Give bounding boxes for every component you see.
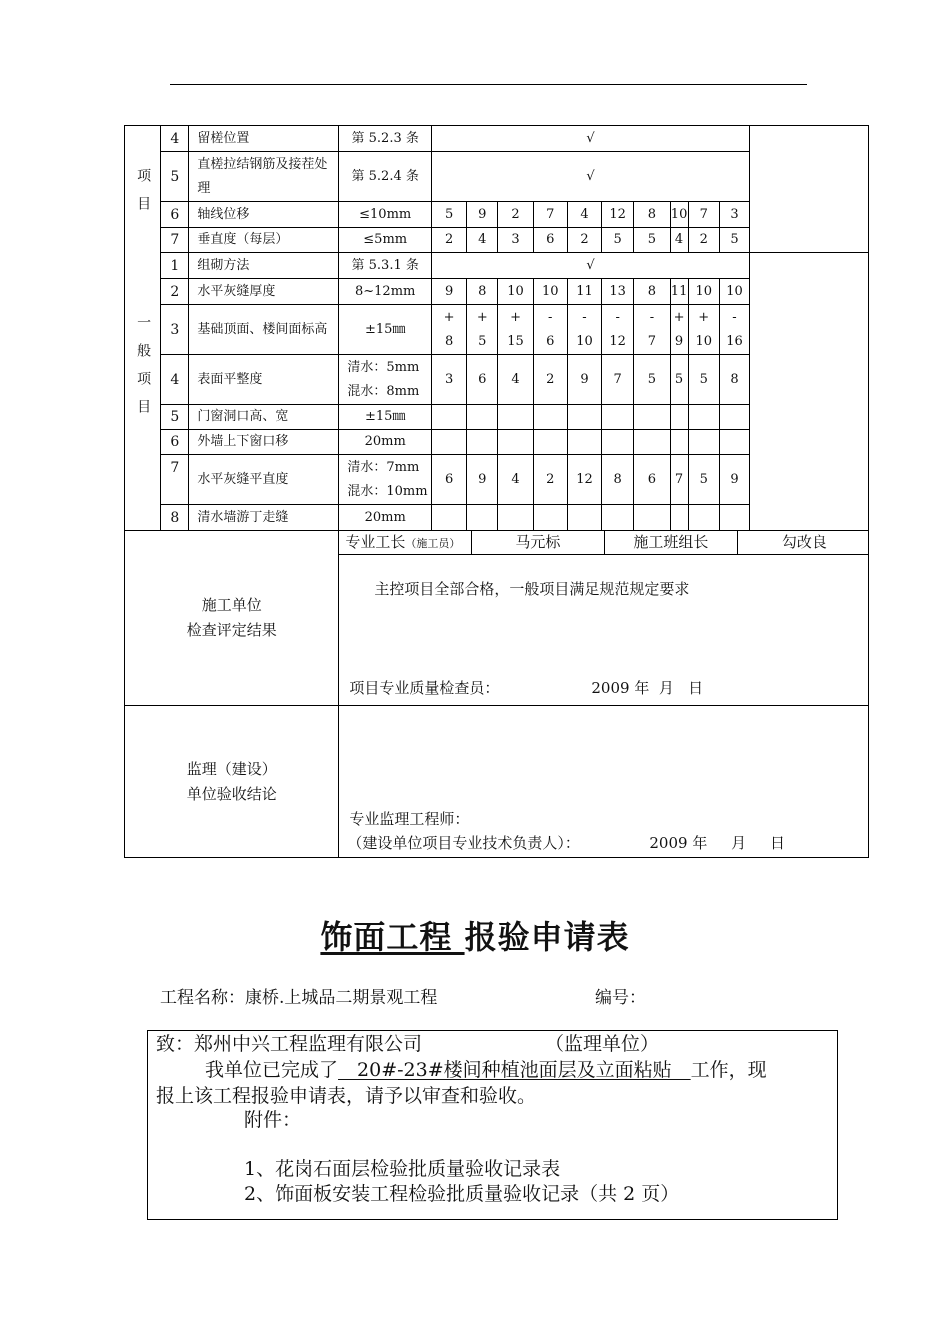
application-box [147,1030,838,1220]
measure-value: - 10 [567,305,601,355]
measure-value: 8 [602,455,634,505]
measure-value [602,405,634,430]
measure-value: 10 [533,279,567,305]
measure-value: 5 [688,455,719,505]
supervision-section [125,706,869,858]
item-standard: 清水：7mm 混水：10mm [339,455,432,505]
item-name: 组砌方法 [189,253,339,279]
attachment-item: 2、饰面板安装工程检验批质量验收记录（共 2 页） [244,1183,680,1205]
measure-value [634,405,670,430]
item-standard: 第 5.2.4 条 [339,152,432,202]
engineer-label: 专业监理工程师： [349,810,470,828]
measure-value [602,505,634,531]
measure-value: 4 [498,355,533,405]
measure-value: 13 [602,279,634,305]
measure-value: 9 [467,455,498,505]
measure-value [432,505,467,531]
item-name: 表面平整度 [189,355,339,405]
construction-conclusion: 主控项目全部合格，一般项目满足规范规定要求 [374,580,690,598]
measure-value: 2 [688,228,719,253]
measure-value [634,430,670,455]
measure-value [432,430,467,455]
item-name: 轴线位移 [189,202,339,228]
measure-value: 6 [467,355,498,405]
group-main-label: 项 目 [125,126,161,253]
row-number: 5 [161,152,189,202]
row-number: 8 [161,505,189,531]
item-standard: ≤10mm [339,202,432,228]
measure-value: 2 [533,355,567,405]
measure-value [567,430,601,455]
measure-value: 9 [567,355,601,405]
measure-value: 11 [567,279,601,305]
item-standard: 清水：5mm 混水：8mm [339,355,432,405]
construction-date: 2009 年 月 日 [591,679,704,697]
measure-value [567,505,601,531]
measure-value [498,405,533,430]
team-leader-name: 勾改良 [781,533,827,551]
item-name: 基础顶面、楼间面标高 [189,305,339,355]
measure-value [719,430,749,455]
measure-value [467,505,498,531]
row-number: 6 [161,430,189,455]
item-result: √ [432,253,750,279]
attachment-label: 附件： [244,1109,302,1131]
item-name: 清水墙游丁走缝 [189,505,339,531]
measure-value: 8 [634,202,670,228]
project-name: 工程名称：康桥.上城品二期景观工程 [160,988,438,1008]
measure-value: 3 [432,355,467,405]
item-name: 门窗洞口高、宽 [189,405,339,430]
inspection-table [124,125,869,858]
item-standard: 第 5.2.3 条 [339,126,432,152]
measure-value [634,505,670,531]
row-number: 7 [161,455,189,505]
item-standard: ±15㎜ [339,305,432,355]
item-name: 外墙上下窗口移 [189,430,339,455]
row-number: 4 [161,355,189,405]
measure-value: 9 [432,279,467,305]
measure-value [432,405,467,430]
body-line-2: 报上该工程报验申请表，请予以审查和验收。 [156,1085,537,1107]
signers-bar [339,531,868,555]
measure-value: 4 [670,228,688,253]
measure-value [719,405,749,430]
supervision-label: 监理（建设） 单位验收结论 [125,706,339,858]
measure-value: 6 [432,455,467,505]
remarks-cell [750,126,869,253]
measure-value: 2 [533,455,567,505]
measure-value [670,505,688,531]
item-name: 水平灰缝平直度 [189,455,339,505]
row-number: 7 [161,228,189,253]
measure-value: + 8 [432,305,467,355]
supervisor-unit: （监理单位） [545,1033,660,1055]
item-name: 留槎位置 [189,126,339,152]
foreman-label: 专业工长（施工员） [345,533,461,551]
measure-value: 2 [567,228,601,253]
measure-value: 7 [602,355,634,405]
measure-value: + 10 [688,305,719,355]
supervision-content [339,706,869,858]
measure-value: 10 [670,202,688,228]
item-name: 垂直度（每层） [189,228,339,253]
measure-value [719,505,749,531]
measure-value: 5 [634,228,670,253]
number-label: 编号： [595,988,646,1008]
measure-value: 3 [498,228,533,253]
measure-value: + 9 [670,305,688,355]
measure-value: 2 [432,228,467,253]
measure-value: 5 [432,202,467,228]
measure-value: 10 [688,279,719,305]
construction-content [339,531,869,706]
item-standard: 20mm [339,505,432,531]
remarks-cell [750,253,869,531]
item-standard: ≤5mm [339,228,432,253]
construction-section [125,531,869,706]
measure-value: 5 [670,355,688,405]
measure-value [567,405,601,430]
measure-value [467,405,498,430]
measure-value: - 12 [602,305,634,355]
measure-value: 5 [688,355,719,405]
measure-value: 8 [467,279,498,305]
measure-value: 8 [634,279,670,305]
item-result: √ [432,126,750,152]
table-row [125,126,869,152]
measure-value: 12 [602,202,634,228]
foreman-name: 马元标 [515,533,561,551]
measure-value: 9 [467,202,498,228]
supervision-date: 2009 年 月 日 [649,834,786,852]
header-rule [170,84,807,85]
measure-value: 3 [719,202,749,228]
measure-value: 5 [634,355,670,405]
measure-value: 4 [567,202,601,228]
measure-value [498,430,533,455]
item-name: 水平灰缝厚度 [189,279,339,305]
measure-value: 10 [498,279,533,305]
row-number: 6 [161,202,189,228]
row-number: 3 [161,305,189,355]
measure-value: - 16 [719,305,749,355]
measure-value: 7 [670,455,688,505]
owner-label: （建设单位项目专业技术负责人）： [347,834,580,852]
measure-value: + 5 [467,305,498,355]
table-row [125,253,869,279]
measure-value [533,405,567,430]
measure-value: 4 [498,455,533,505]
item-standard: 8~12mm [339,279,432,305]
row-number: 5 [161,405,189,430]
measure-value: 7 [688,202,719,228]
team-leader-label: 施工班组长 [633,533,709,551]
measure-value: 10 [719,279,749,305]
form-title: 饰面工程 报验申请表 [320,918,630,956]
measure-value: 6 [533,228,567,253]
construction-label: 施工单位 检查评定结果 [125,531,339,706]
measure-value: - 6 [533,305,567,355]
measure-value: 6 [634,455,670,505]
measure-value: 7 [533,202,567,228]
measure-value: 5 [719,228,749,253]
measure-value: 12 [567,455,601,505]
measure-value [533,430,567,455]
measure-value: + 15 [498,305,533,355]
measure-value: - 7 [634,305,670,355]
body-line-1: 我单位已完成了 20#-23#楼间种植池面层及立面粘贴 工作，现 [205,1059,767,1081]
measure-value [467,430,498,455]
measure-value [670,405,688,430]
measure-value: 9 [719,455,749,505]
row-number: 1 [161,253,189,279]
measure-value [688,405,719,430]
measure-value [688,430,719,455]
inspector-label: 项目专业质量检查员： [349,679,500,697]
measure-value [498,505,533,531]
measure-value: 8 [719,355,749,405]
measure-value [670,430,688,455]
recipient-line: 致：郑州中兴工程监理有限公司 [156,1033,423,1055]
row-number: 4 [161,126,189,152]
item-result: √ [432,152,750,202]
measure-value: 2 [498,202,533,228]
item-name: 直槎拉结钢筋及接茬处理 [189,152,339,202]
measure-value [533,505,567,531]
row-number: 2 [161,279,189,305]
group-general-label: 一 般 项 目 [125,253,161,531]
measure-value: 4 [467,228,498,253]
measure-value: 11 [670,279,688,305]
measure-value [602,430,634,455]
measure-value: 5 [602,228,634,253]
attachment-item: 1、花岗石面层检验批质量验收记录表 [244,1158,561,1180]
item-standard: 第 5.3.1 条 [339,253,432,279]
item-standard: ±15㎜ [339,405,432,430]
item-standard: 20mm [339,430,432,455]
measure-value [688,505,719,531]
